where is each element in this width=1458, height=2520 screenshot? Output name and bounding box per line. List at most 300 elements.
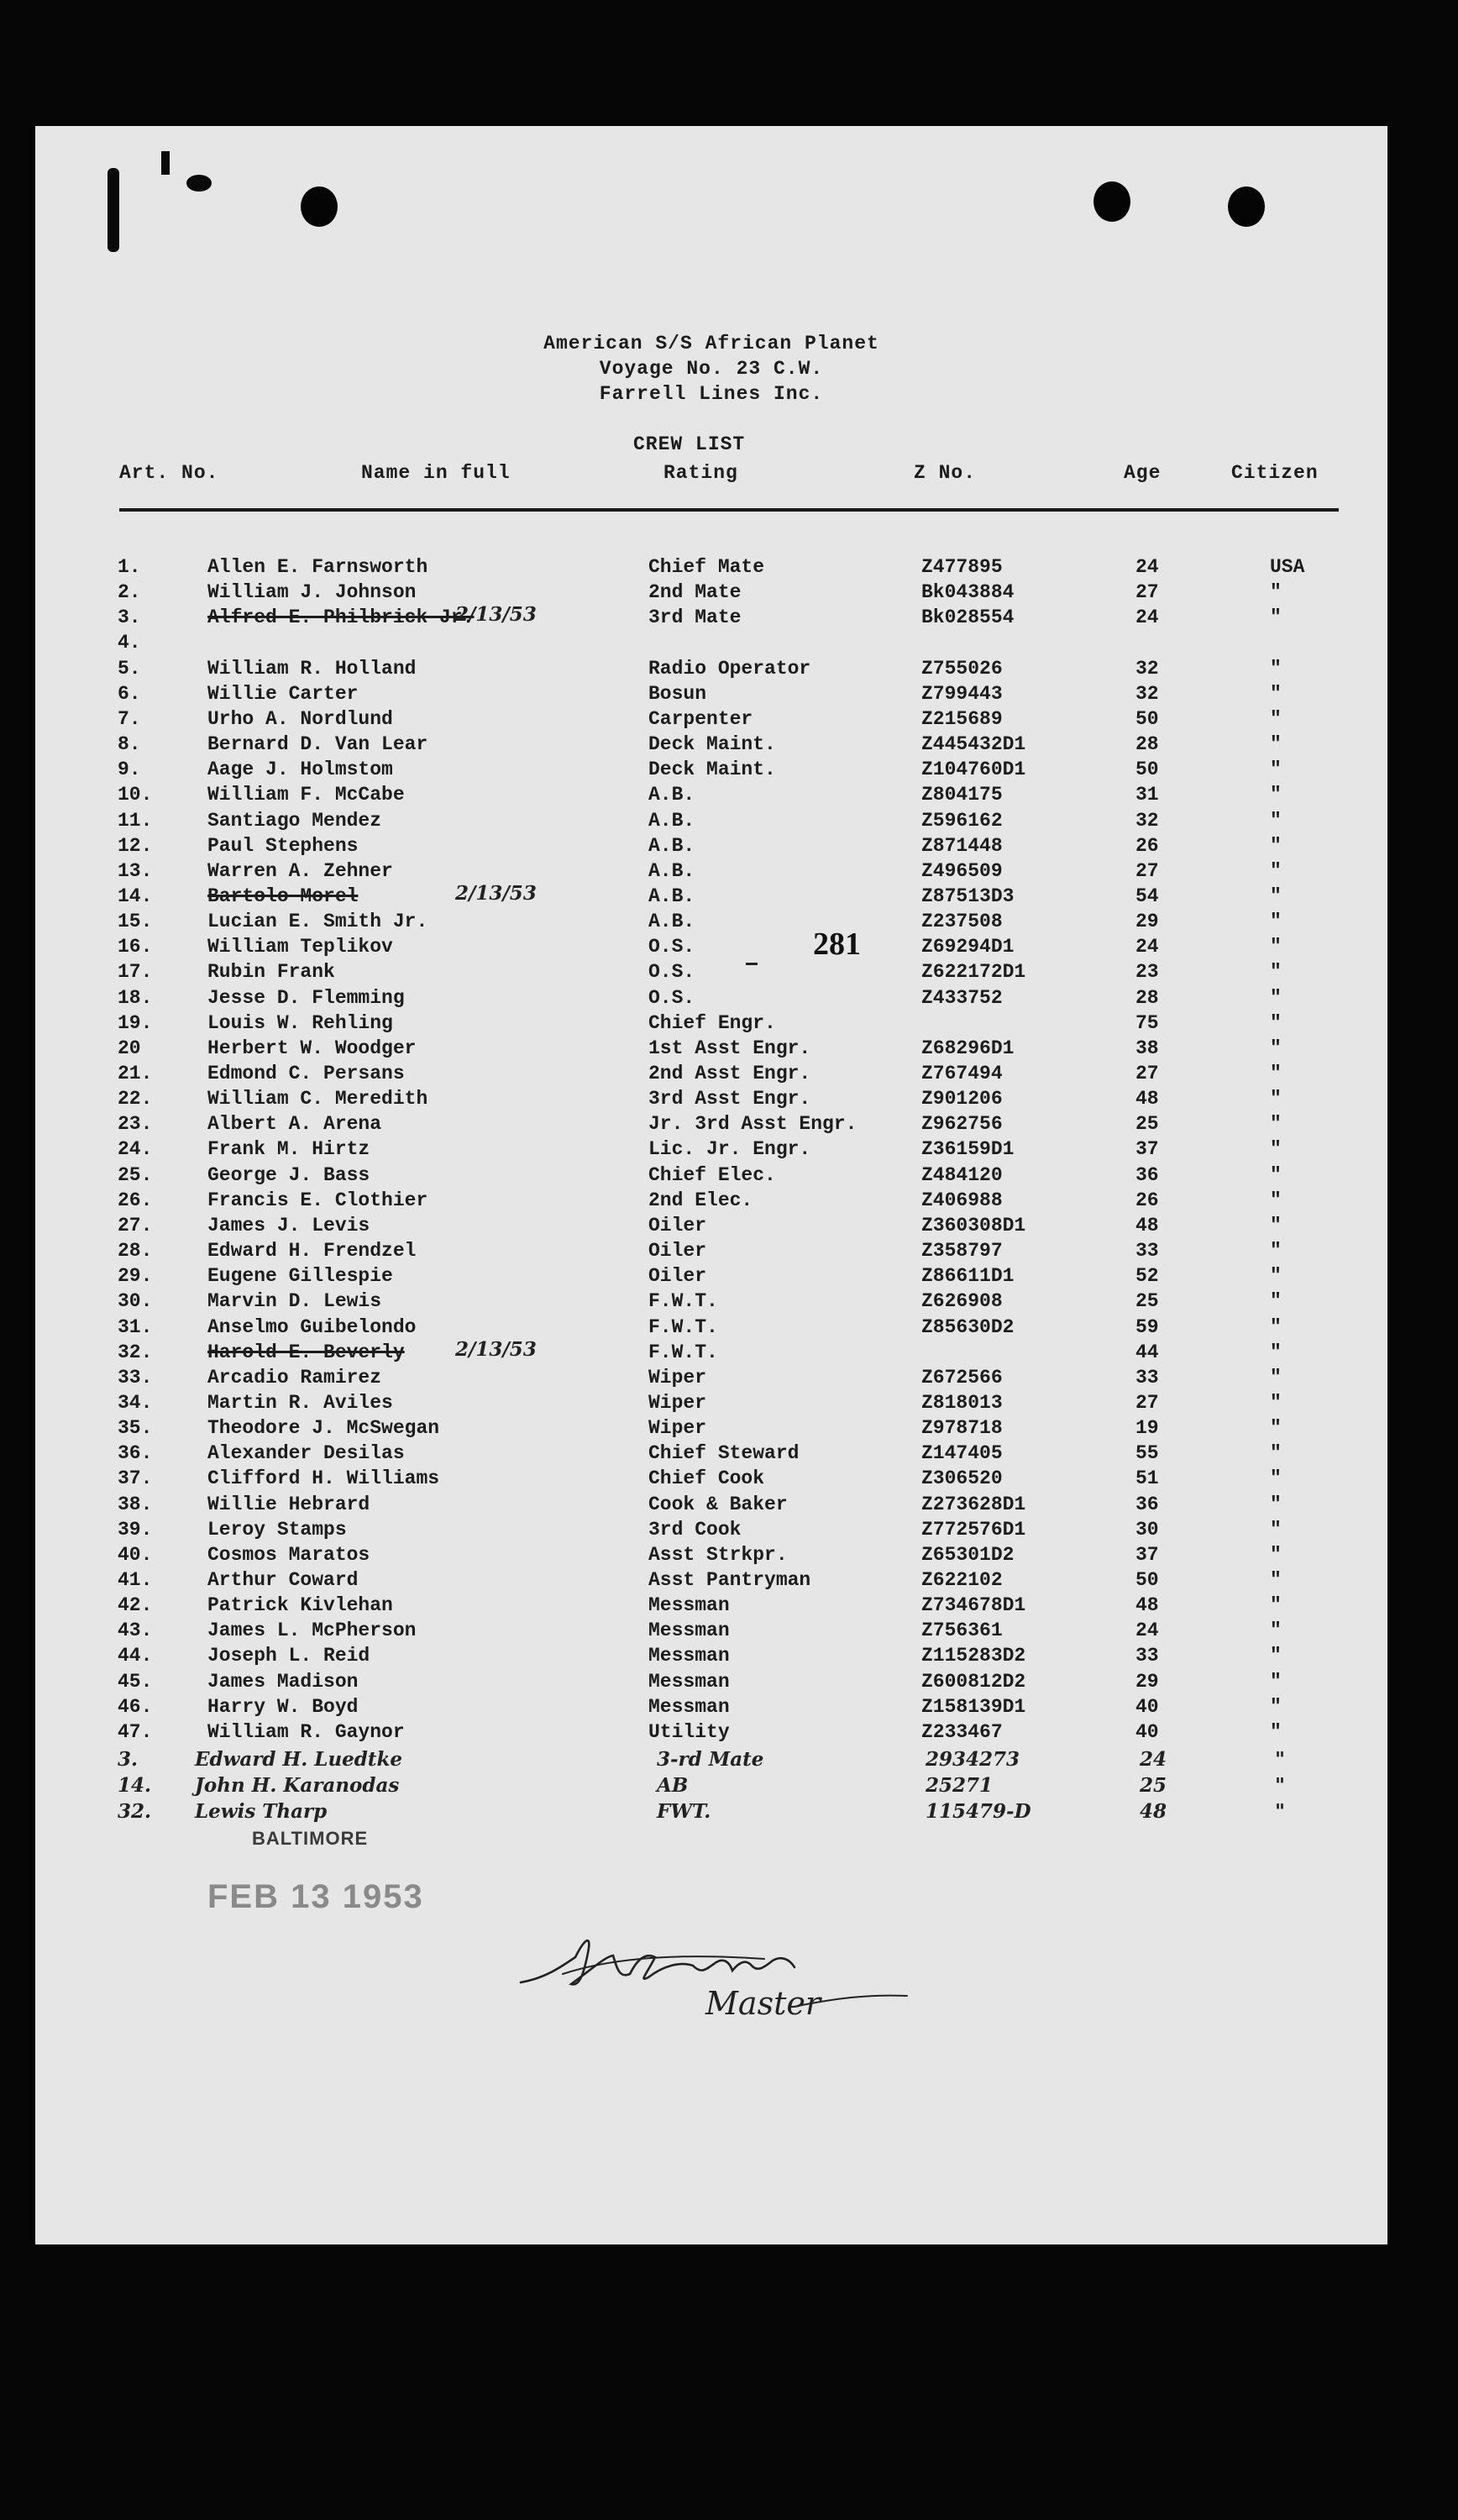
row-number: 22. (118, 1088, 153, 1110)
crew-rating: Chief Elec. (648, 1163, 776, 1186)
crew-rating: 2nd Elec. (648, 1189, 753, 1211)
row-number: 46. (118, 1695, 153, 1718)
crew-name: Urho A. Nordlund (207, 707, 393, 730)
crew-age: 50 (1135, 707, 1159, 730)
crew-name: Harold E. Beverly (207, 1341, 405, 1363)
row-number: 11. (118, 809, 153, 832)
citizenship: " (1270, 1518, 1282, 1541)
crew-name: Clifford H. Williams (207, 1467, 440, 1490)
crew-age: 26 (1135, 834, 1159, 857)
row-number: 6. (118, 682, 141, 705)
replacement-row (35, 1774, 1387, 1803)
company-name: Farrell Lines Inc. (599, 383, 824, 405)
crew-row (35, 632, 1387, 657)
z-number: Z215689 (921, 707, 1003, 730)
citizenship: " (1270, 936, 1282, 958)
crew-row (35, 936, 1387, 961)
row-number: 3. (118, 606, 141, 629)
col-header-age: Age (1124, 462, 1162, 484)
z-number: Z622102 (921, 1569, 1003, 1591)
row-number: 45. (118, 1670, 153, 1693)
row-number: 28. (118, 1240, 153, 1263)
replacement-no: 14. (118, 1774, 152, 1798)
crew-name: Harry W. Boyd (207, 1695, 359, 1718)
crew-name: Martin R. Aviles (207, 1391, 393, 1414)
row-number: 16. (118, 936, 153, 958)
crew-row (35, 603, 1387, 632)
signature-title: Master (705, 1985, 821, 2022)
ink-smudge (186, 175, 212, 192)
replacement-no: 32. (118, 1800, 152, 1824)
crew-name: William J. Johnson (207, 581, 417, 604)
crew-name: Jesse D. Flemming (207, 986, 405, 1009)
crew-name: Herbert W. Woodger (207, 1037, 417, 1059)
citizenship: " (1270, 986, 1282, 1009)
crew-rating: Utility (648, 1720, 730, 1743)
row-number: 38. (118, 1493, 153, 1515)
crew-rating: Messman (648, 1594, 730, 1617)
row-number: 14. (118, 885, 153, 907)
crew-name: Alfred E. Philbrick Jr. (207, 606, 475, 629)
crew-name: Warren A. Zehner (207, 859, 393, 882)
crew-row (35, 835, 1387, 860)
crew-age: 48 (1135, 1594, 1159, 1617)
citizenship: " (1270, 657, 1282, 680)
citizenship: " (1270, 1366, 1282, 1389)
z-number: Z433752 (921, 986, 1003, 1009)
crew-rating: A.B. (648, 859, 695, 882)
crew-name: Theodore J. McSwegan (207, 1417, 440, 1440)
z-number: Z147405 (921, 1442, 1003, 1465)
replacement-rating: AB (657, 1774, 689, 1798)
crew-row (35, 658, 1387, 683)
crew-age: 24 (1135, 606, 1159, 629)
port-stamp-date: FEB 13 1953 (207, 1878, 424, 1915)
z-number: Z772576D1 (921, 1518, 1026, 1541)
z-number: Z672566 (921, 1366, 1003, 1389)
replacement-cit: " (1275, 1774, 1285, 1798)
row-number: 41. (118, 1569, 153, 1591)
crew-name: Patrick Kivlehan (207, 1594, 393, 1617)
citizenship: " (1270, 834, 1282, 857)
crew-name: Frank M. Hirtz (207, 1138, 370, 1161)
crew-age: 38 (1135, 1037, 1159, 1059)
crew-rating: Chief Cook (648, 1467, 765, 1490)
crew-rating: Wiper (648, 1391, 707, 1414)
crew-row (35, 1063, 1387, 1088)
punch-hole (1228, 186, 1265, 227)
citizenship: " (1270, 885, 1282, 907)
crew-age: 27 (1135, 859, 1159, 882)
crew-rating: Messman (648, 1620, 730, 1642)
crew-age: 33 (1135, 1645, 1159, 1667)
crew-name: James L. McPherson (207, 1620, 417, 1642)
row-number: 17. (118, 961, 153, 984)
crew-row (35, 1012, 1387, 1037)
z-number: Z36159D1 (921, 1138, 1015, 1161)
crew-age: 25 (1135, 1113, 1159, 1136)
citizenship: USA (1270, 556, 1305, 578)
crew-rating: 2nd Asst Engr. (648, 1063, 811, 1084)
replacement-rating: FWT. (657, 1800, 711, 1824)
crew-rating: 3rd Mate (648, 606, 742, 629)
crew-row (35, 1417, 1387, 1442)
crew-row (35, 1189, 1387, 1215)
crew-row (35, 1544, 1387, 1569)
ink-smudge (161, 151, 170, 175)
crew-row (35, 784, 1387, 809)
crew-rating: Oiler (648, 1265, 707, 1288)
crew-rating: A.B. (648, 885, 695, 907)
replacement-z: 2934273 (926, 1748, 1020, 1772)
crew-name: Marvin D. Lewis (207, 1290, 382, 1313)
row-number: 4. (118, 632, 141, 654)
row-number: 21. (118, 1063, 153, 1084)
z-number: Z804175 (921, 784, 1003, 806)
citizenship: " (1270, 1417, 1282, 1440)
crew-row (35, 911, 1387, 936)
citizenship: " (1270, 1088, 1282, 1110)
discharge-date-note: 2/13/53 (455, 1337, 537, 1361)
citizenship: " (1270, 1037, 1282, 1059)
row-number: 33. (118, 1366, 153, 1389)
z-number: Z273628D1 (921, 1493, 1026, 1515)
z-number: Z901206 (921, 1088, 1003, 1110)
crew-age: 44 (1135, 1341, 1159, 1363)
row-number: 44. (118, 1645, 153, 1667)
crew-row (35, 987, 1387, 1012)
crew-rating: O.S. (648, 986, 695, 1009)
crew-row (35, 1240, 1387, 1265)
crew-age: 24 (1135, 556, 1159, 578)
punch-hole (1094, 181, 1130, 222)
crew-row (35, 708, 1387, 733)
z-number: Z360308D1 (921, 1214, 1026, 1236)
crew-rating: 3rd Cook (648, 1518, 742, 1541)
crew-row (35, 1164, 1387, 1189)
crew-name: Eugene Gillespie (207, 1265, 393, 1288)
citizenship: " (1270, 1594, 1282, 1617)
replacement-row (35, 1800, 1387, 1829)
row-number: 26. (118, 1189, 153, 1211)
crew-age: 33 (1135, 1366, 1159, 1389)
crew-rating: Oiler (648, 1214, 707, 1236)
crew-age: 31 (1135, 784, 1159, 806)
row-number: 39. (118, 1518, 153, 1541)
row-number: 32. (118, 1341, 153, 1363)
crew-name: Edward H. Frendzel (207, 1240, 417, 1263)
crew-age: 37 (1135, 1543, 1159, 1566)
crew-row (35, 1645, 1387, 1670)
crew-age: 54 (1135, 885, 1159, 907)
crew-rating: Messman (648, 1670, 730, 1693)
crew-row (35, 733, 1387, 759)
crew-name: Willie Hebrard (207, 1493, 370, 1515)
row-number: 30. (118, 1290, 153, 1313)
crew-age: 52 (1135, 1265, 1159, 1288)
crew-name: Alexander Desilas (207, 1442, 405, 1465)
crew-rating: Chief Steward (648, 1442, 800, 1465)
crew-name: Anselmo Guibelondo (207, 1315, 417, 1338)
crew-row (35, 1519, 1387, 1544)
crew-name: Arcadio Ramirez (207, 1366, 382, 1389)
citizenship: " (1270, 1063, 1282, 1084)
page-number: 281 (813, 927, 861, 962)
crew-row (35, 961, 1387, 986)
crew-age: 75 (1135, 1011, 1159, 1034)
crew-rating: O.S. (648, 936, 695, 958)
replacement-age: 24 (1140, 1748, 1167, 1772)
col-header-art-no: Art. No. (119, 462, 219, 484)
col-header-z-no: Z No. (914, 462, 977, 484)
crew-age: 48 (1135, 1088, 1159, 1110)
citizenship: " (1270, 1391, 1282, 1414)
row-number: 40. (118, 1543, 153, 1566)
crew-age: 59 (1135, 1315, 1159, 1338)
citizenship: " (1270, 1569, 1282, 1591)
citizenship: " (1270, 784, 1282, 806)
row-number: 25. (118, 1163, 153, 1186)
crew-row (35, 1138, 1387, 1163)
z-number: Z484120 (921, 1163, 1003, 1186)
z-number: Z871448 (921, 834, 1003, 857)
crew-age: 27 (1135, 581, 1159, 604)
z-number: Z445432D1 (921, 733, 1026, 756)
crew-row (35, 1494, 1387, 1519)
citizenship: " (1270, 911, 1282, 933)
crew-rating: Asst Pantryman (648, 1569, 811, 1591)
port-stamp-city: BALTIMORE (252, 1828, 369, 1849)
discharge-date-note: 2/13/53 (455, 881, 537, 905)
discharge-date-note: 2/13/53 (455, 603, 537, 627)
row-number: 24. (118, 1138, 153, 1161)
row-number: 35. (118, 1417, 153, 1440)
voyage-number: Voyage No. 23 C.W. (599, 358, 824, 380)
crew-name: Bernard D. Van Lear (207, 733, 428, 756)
z-number: Z755026 (921, 657, 1003, 680)
list-title: CREW LIST (633, 433, 746, 455)
crew-name: Francis E. Clothier (207, 1189, 428, 1211)
crew-age: 51 (1135, 1467, 1159, 1490)
citizenship: " (1270, 733, 1282, 756)
crew-name: William F. McCabe (207, 784, 405, 806)
crew-rating: Chief Mate (648, 556, 765, 578)
citizenship: " (1270, 1543, 1282, 1566)
crew-row (35, 1671, 1387, 1696)
crew-rating: Cook & Baker (648, 1493, 788, 1515)
z-number: Z85630D2 (921, 1315, 1015, 1338)
crew-rating: Lic. Jr. Engr. (648, 1138, 811, 1161)
crew-rating: Deck Maint. (648, 733, 776, 756)
row-number: 19. (118, 1011, 153, 1034)
crew-age: 29 (1135, 911, 1159, 933)
row-number: 20 (118, 1037, 141, 1059)
crew-name: William R. Holland (207, 657, 417, 680)
citizenship: " (1270, 606, 1282, 629)
z-number: Z978718 (921, 1417, 1003, 1440)
col-header-name: Name in full (361, 462, 511, 484)
citizenship: " (1270, 961, 1282, 984)
replacement-rating: 3-rd Mate (657, 1748, 764, 1772)
crew-age: 40 (1135, 1695, 1159, 1718)
replacement-z: 25271 (926, 1774, 994, 1798)
citizenship: " (1270, 1720, 1282, 1743)
z-number: Z158139D1 (921, 1695, 1026, 1718)
citizenship: " (1270, 1163, 1282, 1186)
crew-rating: Radio Operator (648, 657, 811, 680)
replacement-age: 25 (1140, 1774, 1167, 1798)
z-number: Z104760D1 (921, 759, 1026, 781)
crew-age: 28 (1135, 986, 1159, 1009)
citizenship: " (1270, 1645, 1282, 1667)
crew-row (35, 1265, 1387, 1290)
crew-name: Bartolo Morel (207, 885, 359, 907)
crew-age: 25 (1135, 1290, 1159, 1313)
crew-row (35, 1215, 1387, 1240)
crew-rating: Bosun (648, 682, 707, 705)
z-number: Z767494 (921, 1063, 1003, 1084)
crew-row (35, 759, 1387, 784)
crew-row (35, 1696, 1387, 1721)
replacement-age: 48 (1140, 1800, 1167, 1824)
crew-name: Cosmos Maratos (207, 1543, 370, 1566)
row-number: 9. (118, 759, 141, 781)
z-number: Z596162 (921, 809, 1003, 832)
crew-list-document (35, 126, 1387, 2244)
crew-age: 19 (1135, 1417, 1159, 1440)
citizenship: " (1270, 707, 1282, 730)
crew-age: 24 (1135, 1620, 1159, 1642)
z-number: Z358797 (921, 1240, 1003, 1263)
crew-rating: Asst Strkpr. (648, 1543, 788, 1566)
row-number: 2. (118, 581, 141, 604)
row-number: 5. (118, 657, 141, 680)
crew-age: 28 (1135, 733, 1159, 756)
row-number: 27. (118, 1214, 153, 1236)
crew-age: 27 (1135, 1063, 1159, 1084)
crew-age: 30 (1135, 1518, 1159, 1541)
citizenship: " (1270, 809, 1282, 832)
crew-age: 36 (1135, 1493, 1159, 1515)
z-number: Z622172D1 (921, 961, 1026, 984)
crew-rating: Jr. 3rd Asst Engr. (648, 1113, 857, 1136)
citizenship: " (1270, 1265, 1282, 1288)
crew-age: 23 (1135, 961, 1159, 984)
replacement-row (35, 1748, 1387, 1777)
crew-name: Paul Stephens (207, 834, 359, 857)
crew-row (35, 1392, 1387, 1417)
crew-row (35, 860, 1387, 885)
citizenship: " (1270, 581, 1282, 604)
z-number: Z69294D1 (921, 936, 1015, 958)
crew-rating: Oiler (648, 1240, 707, 1263)
citizenship: " (1270, 1214, 1282, 1236)
crew-name: Lucian E. Smith Jr. (207, 911, 428, 933)
citizenship: " (1270, 1467, 1282, 1490)
crew-rating: Wiper (648, 1417, 707, 1440)
crew-row (35, 881, 1387, 911)
master-signature (512, 1907, 983, 2033)
crew-name: Joseph L. Reid (207, 1645, 370, 1667)
z-number: Z86611D1 (921, 1265, 1015, 1288)
row-number: 42. (118, 1594, 153, 1617)
col-header-citizen: Citizen (1231, 462, 1319, 484)
z-number: Z600812D2 (921, 1670, 1026, 1693)
crew-age: 32 (1135, 809, 1159, 832)
crew-name: James J. Levis (207, 1214, 370, 1236)
z-number: Z496509 (921, 859, 1003, 882)
z-number: Z818013 (921, 1391, 1003, 1414)
replacement-cit: " (1275, 1748, 1285, 1772)
crew-rating: Deck Maint. (648, 759, 776, 781)
crew-name: Louis W. Rehling (207, 1011, 393, 1034)
citizenship: " (1270, 1240, 1282, 1263)
replacement-name: Lewis Tharp (195, 1800, 328, 1824)
crew-age: 32 (1135, 657, 1159, 680)
crew-age: 26 (1135, 1189, 1159, 1211)
crew-age: 50 (1135, 759, 1159, 781)
crew-row (35, 1367, 1387, 1392)
crew-rating: 3rd Asst Engr. (648, 1088, 811, 1110)
row-number: 31. (118, 1315, 153, 1338)
crew-rating: A.B. (648, 834, 695, 857)
row-number: 1. (118, 556, 141, 578)
z-number: Z115283D2 (921, 1645, 1026, 1667)
crew-age: 32 (1135, 682, 1159, 705)
row-number: 15. (118, 911, 153, 933)
crew-row (35, 1290, 1387, 1315)
row-number: 34. (118, 1391, 153, 1414)
row-number: 43. (118, 1620, 153, 1642)
row-number: 18. (118, 986, 153, 1009)
crew-rating: Chief Engr. (648, 1011, 776, 1034)
z-number: Z306520 (921, 1467, 1003, 1490)
crew-rating: Carpenter (648, 707, 753, 730)
crew-name: Allen E. Farnsworth (207, 556, 428, 578)
punch-hole (301, 186, 338, 227)
z-number: Z799443 (921, 682, 1003, 705)
col-header-rating: Rating (663, 462, 738, 484)
crew-row (35, 1316, 1387, 1341)
crew-name: Willie Carter (207, 682, 359, 705)
crew-row (35, 1088, 1387, 1113)
crew-rating: A.B. (648, 911, 695, 933)
crew-age: 50 (1135, 1569, 1159, 1591)
crew-rating: A.B. (648, 809, 695, 832)
crew-rating: Wiper (648, 1366, 707, 1389)
crew-age: 48 (1135, 1214, 1159, 1236)
crew-rating: O.S. (648, 961, 695, 984)
header-rule (119, 508, 1339, 512)
citizenship: " (1270, 1695, 1282, 1718)
replacement-name: John H. Karanodas (195, 1774, 400, 1798)
crew-name: Aage J. Holmstom (207, 759, 393, 781)
citizenship: " (1270, 1620, 1282, 1642)
z-number: Z734678D1 (921, 1594, 1026, 1617)
crew-row (35, 556, 1387, 581)
crew-rating: 2nd Mate (648, 581, 742, 604)
z-number: Bk043884 (921, 581, 1015, 604)
crew-row (35, 1594, 1387, 1620)
crew-rating: Messman (648, 1645, 730, 1667)
z-number: Z962756 (921, 1113, 1003, 1136)
crew-name: Arthur Coward (207, 1569, 359, 1591)
crew-row (35, 1467, 1387, 1493)
citizenship: " (1270, 759, 1282, 781)
replacement-cit: " (1275, 1800, 1285, 1824)
replacement-z: 115479-D (926, 1800, 1031, 1824)
crew-row (35, 1620, 1387, 1645)
